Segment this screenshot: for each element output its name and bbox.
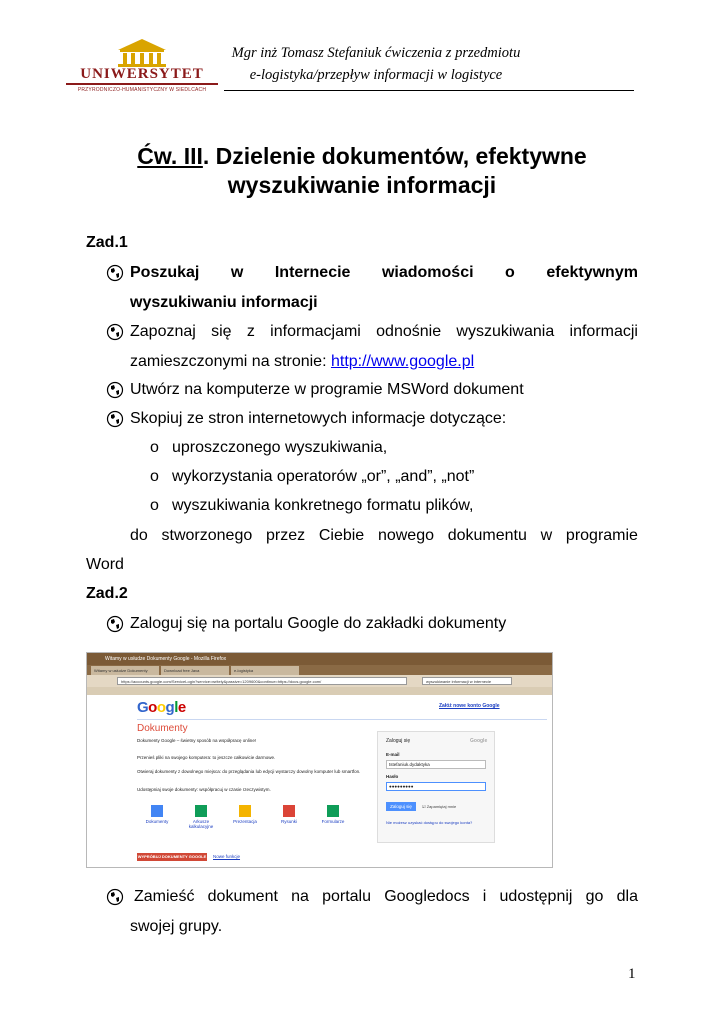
university-logo — [66, 38, 218, 96]
docs-app-presentation[interactable]: Prezentacja — [225, 805, 265, 824]
task-1-bullet-1 — [106, 258, 638, 318]
task-1-subitem-3: o wyszukiwania konkretnego formatu plików, — [150, 497, 474, 514]
task-2-bullet-1: Zaloguj się na portalu Google do zakładki dokumenty — [106, 609, 638, 639]
remember-me-checkbox[interactable]: ☑ Zapamiętaj mnie — [422, 804, 457, 809]
docs-title: Dokumenty — [137, 723, 188, 734]
google-logo: Google — [137, 699, 186, 716]
globe-icon — [106, 888, 124, 906]
logo-divider — [66, 83, 218, 85]
task-1-bullet-2-line-2: zamieszczonymi na stronie: http://www.google.pl — [130, 353, 475, 370]
logo-subtext: PRZYRODNICZO-HUMANISTYCZNY W SIEDLCACH — [77, 87, 207, 93]
page-title — [86, 142, 638, 200]
task-2-bullet-2-line-2: swojej grupy. — [130, 918, 223, 935]
task-1-continuation-line-1: do stworzonego przez Ciebie nowego dokumentu w programie — [130, 527, 638, 544]
university-building-icon — [114, 38, 170, 68]
browser-navbar — [87, 675, 552, 687]
email-field[interactable]: tstefaniuk.dydaktyka — [386, 760, 486, 769]
docs-feature-3: Udostępniaj swoje dokumenty: współpracuj w czasie rzeczywistym. — [137, 787, 271, 792]
task-1-bullet-1-line-1: Poszukaj w Internecie wiadomości o efektywnym — [130, 264, 638, 281]
try-docs-button[interactable]: WYPRÓBUJ DOKUMENTY GOOGLE — [137, 854, 207, 859]
browser-titlebar: Witamy w usłudze Dokumenty Google - Mozilla Firefox — [87, 653, 552, 665]
task-2-label: Zad.2 — [86, 585, 128, 602]
globe-icon — [106, 381, 124, 399]
docs-app-documents[interactable]: Dokumenty — [137, 805, 177, 824]
new-features-link[interactable]: Nowe funkcje — [213, 854, 241, 859]
task-1-continuation-line-2: Word — [86, 556, 124, 573]
create-account-link[interactable]: Załóż nowe konto Google — [439, 703, 500, 709]
password-label: Hasło — [386, 774, 399, 779]
login-box — [377, 731, 495, 843]
task-1-bullet-2 — [106, 317, 638, 377]
title-line-1: . Dzielenie dokumentów, efektywne — [202, 143, 587, 169]
task-1-subitem-1: o uproszczonego wyszukiwania, — [150, 439, 388, 456]
task-1-subitem-2: o wykorzystania operatorów „or”, „and”, „not” — [150, 468, 475, 485]
login-google-brand: Google — [470, 738, 488, 744]
password-field[interactable]: ●●●●●●●●● — [386, 782, 486, 791]
title-line-2: wyszukiwanie informacji — [227, 172, 497, 198]
browser-search-input[interactable]: wyszukiwanie informacji w internecie — [422, 677, 512, 685]
header-line-1: Mgr inż Tomasz Stefaniuk ćwiczenia z przedmiotu — [231, 45, 521, 61]
task-2-bullet-2-line-1: Zamieść dokument na portalu Googledocs i udostępnij go dla — [134, 888, 638, 905]
browser-tabs — [87, 665, 552, 675]
docs-tagline: Dokumenty Google – świetny sposób na współpracę online! — [137, 738, 257, 743]
title-exercise-number: Ćw. III — [137, 143, 203, 169]
task-1-bullet-1-line-2: wyszukiwaniu informacji — [130, 294, 318, 311]
login-title: Zaloguj się — [386, 738, 411, 744]
drawing-icon — [283, 805, 295, 817]
login-button[interactable]: Zaloguj się — [386, 802, 416, 811]
docs-app-icons — [137, 805, 357, 839]
task-1-bullet-2-line-1: Zapoznaj się z informacjami odnośnie wyszukiwania informacji — [130, 323, 638, 340]
docs-app-spreadsheets[interactable]: Arkusze kalkulacyjne — [181, 805, 221, 829]
google-docs-screenshot — [86, 652, 553, 868]
form-icon — [327, 805, 339, 817]
page-number: 1 — [628, 966, 636, 982]
task-2-bullet-2 — [106, 882, 638, 942]
bookmarks-bar — [87, 687, 552, 695]
browser-tab[interactable]: Download free Java — [161, 666, 229, 675]
browser-tab[interactable]: Witamy w usłudze Dokumenty — [91, 666, 159, 675]
globe-icon — [106, 410, 124, 428]
header-rule — [224, 90, 634, 91]
header-text — [226, 42, 526, 86]
docs-app-drawings[interactable]: Rysunki — [269, 805, 309, 824]
email-label: E-mail — [386, 752, 400, 757]
globe-icon — [106, 264, 124, 282]
cant-access-link[interactable]: Nie możesz uzyskać dostępu do swojego konta? — [386, 820, 473, 825]
docs-feature-1: Przenieś pliki na swojego komputera: to jeszcze całkowicie darmowe. — [137, 755, 276, 760]
docs-feature-2: Otwieraj dokumenty z dowolnego miejsca: do przeglądania lub edycji wystarczy dowolny komputer lub smartfon. — [137, 769, 361, 774]
globe-icon — [106, 323, 124, 341]
docs-app-forms[interactable]: Formularze — [313, 805, 353, 824]
logo-text: UNIWERSYTET — [80, 66, 204, 82]
task-1-label: Zad.1 — [86, 234, 128, 251]
presentation-icon — [239, 805, 251, 817]
task-1-bullet-3: Utwórz na komputerze w programie MSWord dokument — [106, 375, 638, 405]
globe-icon — [106, 615, 124, 633]
spreadsheet-icon — [195, 805, 207, 817]
header-line-2: e-logistyka/przepływ informacji w logistyce — [249, 67, 503, 83]
google-link[interactable]: http://www.google.pl — [330, 353, 475, 370]
document-icon — [151, 805, 163, 817]
address-bar[interactable]: https://accounts.google.com/ServiceLogin?service=writely&passive=1209600&continue=https://docs.google.com/ — [117, 677, 407, 685]
task-1-bullet-4: Skopiuj ze stron internetowych informacje dotyczące: — [106, 404, 638, 434]
divider — [137, 719, 547, 720]
browser-tab[interactable]: e-logistyka — [231, 666, 299, 675]
